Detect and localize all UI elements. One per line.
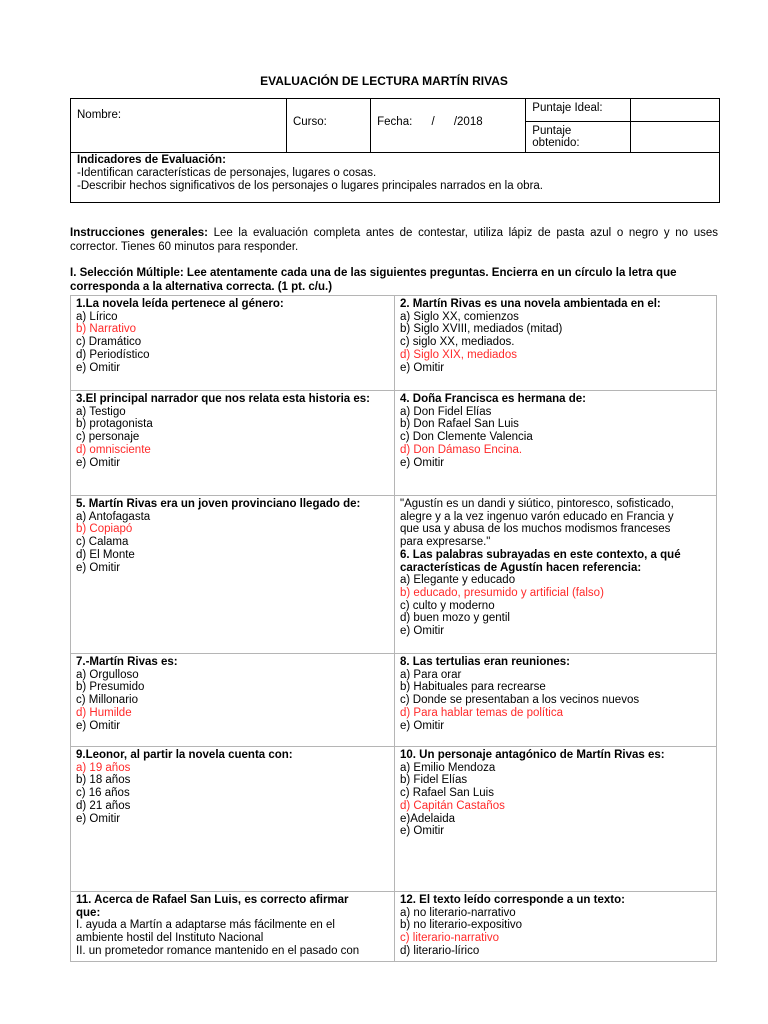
option-c[interactable]: c) Dramático [76, 336, 142, 349]
question-cell-5 [71, 496, 395, 654]
option-e[interactable]: e) Omitir [400, 625, 445, 638]
question-cell-8 [395, 654, 717, 747]
instructions-text: Lee la evaluación completa antes de contestar, utiliza lápiz de pasta azul o negro y no uses corrector. Tienes 60 minutos para responder. [70, 227, 718, 253]
option-d-correct[interactable]: d) Don Dámaso Encina. [400, 443, 523, 456]
option-b[interactable]: b) protagonista [76, 418, 153, 431]
option-b-correct[interactable]: b) Copiapó [76, 523, 133, 536]
question-cell-1 [71, 296, 395, 391]
question-text: 8. Las tertulias eran reuniones: [400, 656, 571, 668]
question-text: 4. Doña Francisca es hermana de: [400, 393, 586, 405]
question-cell-3 [71, 391, 395, 496]
statement-line: I. ayuda a Martín a adaptarse más fácilmente en el [76, 919, 335, 932]
option-d-correct[interactable]: d) Para hablar temas de política [400, 706, 564, 719]
ideal-score-field[interactable] [630, 99, 719, 122]
section-title: I. Selección Múltiple: Lee atentamente cada una de las siguientes preguntas. Encierra en un círculo la letra que corresponda a la alternativa correcta. (1 pt. c/u.) [70, 267, 677, 293]
question-text-line: que: [76, 906, 101, 919]
option-a[interactable]: a) Don Fidel Elías [400, 405, 492, 418]
context-quote-line: alegre y a la vez ingenuo varón educado en Francia y [400, 510, 674, 523]
obtained-score-label-line-1: Puntaje [532, 125, 572, 137]
option-a[interactable]: a) Orgulloso [76, 668, 139, 681]
option-a[interactable]: a) no literario-narrativo [400, 906, 516, 919]
option-d[interactable]: d) Periodístico [76, 348, 150, 361]
option-e[interactable]: e) Omitir [400, 361, 445, 374]
question-cell-7 [71, 654, 395, 747]
option-e[interactable]: e) Omitir [400, 456, 445, 469]
indicator-item: -Identifican características de personajes, lugares o cosas. [77, 167, 377, 179]
option-c[interactable]: c) siglo XX, mediados. [400, 336, 515, 349]
option-c[interactable]: c) culto y moderno [400, 599, 495, 612]
option-b-correct[interactable]: b) educado, presumido y artificial (falso) [400, 586, 604, 599]
option-a[interactable]: a) Lírico [76, 310, 118, 323]
option-a[interactable]: a) Testigo [76, 405, 126, 418]
student-info-table [70, 98, 720, 203]
option-a[interactable]: a) Siglo XX, comienzos [400, 310, 519, 323]
question-cell-12 [395, 892, 717, 962]
question-text: 5. Martín Rivas era un joven provinciano llegado de: [76, 498, 361, 510]
statement-line: II. un prometedor romance mantenido en el pasado con [76, 944, 360, 957]
obtained-score-field[interactable] [630, 122, 719, 153]
option-b[interactable]: b) no literario-expositivo [400, 919, 523, 932]
ideal-score-label: Puntaje Ideal: [526, 99, 630, 122]
statement-line: ambiente hostil del Instituto Nacional [76, 932, 264, 945]
option-a-correct[interactable]: a) 19 años [76, 761, 131, 774]
option-a[interactable]: a) Emilio Mendoza [400, 761, 496, 774]
indicators-title: Indicadores de Evaluación: [77, 154, 226, 166]
option-b[interactable]: b) Fidel Elías [400, 774, 468, 787]
question-cell-6 [395, 496, 717, 654]
question-cell-2 [395, 296, 717, 391]
option-b[interactable]: b) 18 años [76, 774, 131, 787]
question-text: 10. Un personaje antagónico de Martín Rivas es: [400, 749, 665, 761]
option-b[interactable]: b) Siglo XVIII, mediados (mitad) [400, 323, 563, 336]
option-c[interactable]: c) 16 años [76, 787, 130, 800]
obtained-score-label-line-2: obtenido: [532, 137, 580, 149]
option-e[interactable]: e) Omitir [76, 456, 121, 469]
context-quote-line: que usa y abusa de los muchos modismos franceses [400, 523, 671, 536]
question-text: 3.El principal narrador que nos relata esta historia es: [76, 393, 370, 405]
option-b-correct[interactable]: b) Narrativo [76, 323, 137, 336]
indicator-item: -Describir hechos significativos de los personajes o lugares principales narrados en la obra. [77, 180, 543, 192]
question-text-line: 6. Las palabras subrayadas en este contexto, a qué [400, 548, 681, 561]
option-d-correct[interactable]: d) Siglo XIX, mediados [400, 348, 517, 361]
option-c[interactable]: c) Donde se presentaban a los vecinos nuevos [400, 694, 640, 707]
option-e[interactable]: e)Adelaida [400, 812, 455, 825]
option-c-correct[interactable]: c) literario-narrativo [400, 932, 500, 945]
context-quote-line: "Agustín es un dandi y siútico, pintoresco, sofisticado, [400, 498, 674, 510]
option-c[interactable]: c) Calama [76, 536, 129, 549]
option-c[interactable]: c) personaje [76, 431, 140, 444]
page-title: EVALUACIÓN DE LECTURA MARTÍN RIVAS [260, 74, 508, 88]
question-cell-10 [395, 747, 717, 892]
option-e[interactable]: e) Omitir [76, 561, 121, 574]
option-e-omit[interactable]: e) Omitir [400, 825, 445, 838]
general-instructions [70, 226, 718, 254]
option-a[interactable]: a) Para orar [400, 668, 462, 681]
question-cell-9 [71, 747, 395, 892]
question-cell-4 [395, 391, 717, 496]
question-cell-11 [71, 892, 395, 962]
option-d-correct[interactable]: d) Humilde [76, 706, 132, 719]
question-text: 7.-Martín Rivas es: [76, 656, 178, 668]
option-a[interactable]: a) Elegante y educado [400, 574, 516, 587]
option-e[interactable]: e) Omitir [400, 719, 445, 732]
option-b[interactable]: b) Presumido [76, 681, 145, 694]
option-b[interactable]: b) Don Rafael San Luis [400, 418, 519, 431]
option-b[interactable]: b) Habituales para recrearse [400, 681, 546, 694]
question-text-line: 11. Acerca de Rafael San Luis, es correcto afirmar [76, 894, 349, 906]
option-d[interactable]: d) buen mozo y gentil [400, 612, 510, 625]
option-e[interactable]: e) Omitir [76, 719, 121, 732]
option-e[interactable]: e) Omitir [76, 812, 121, 825]
option-d[interactable]: d) literario-lírico [400, 944, 480, 957]
option-d[interactable]: d) 21 años [76, 799, 131, 812]
question-text: 12. El texto leído corresponde a un texto: [400, 894, 625, 906]
question-text: 2. Martín Rivas es una novela ambientada en el: [400, 298, 661, 310]
instructions-label: Instrucciones generales: [70, 227, 208, 239]
option-d-correct[interactable]: d) Capitán Castaños [400, 799, 505, 812]
questions-table [70, 295, 717, 962]
question-text: 1.La novela leída pertenece al género: [76, 298, 284, 310]
option-c[interactable]: c) Millonario [76, 694, 138, 707]
context-quote-line: para expresarse." [400, 536, 491, 549]
option-d[interactable]: d) El Monte [76, 548, 135, 561]
option-c[interactable]: c) Don Clemente Valencia [400, 431, 533, 444]
date-field[interactable]: Fecha: / /2018 [371, 99, 526, 153]
option-d-correct[interactable]: d) omnisciente [76, 443, 151, 456]
question-text: 9.Leonor, al partir la novela cuenta con: [76, 749, 293, 761]
obtained-score-label [526, 122, 630, 153]
indicators-box [71, 153, 720, 203]
course-field[interactable]: Curso: [286, 99, 370, 153]
option-e[interactable]: e) Omitir [76, 361, 121, 374]
question-text-line: características de Agustín hacen referencia: [400, 561, 642, 574]
name-field[interactable]: Nombre: [71, 99, 287, 153]
option-a[interactable]: a) Antofagasta [76, 510, 151, 523]
option-c[interactable]: c) Rafael San Luis [400, 787, 494, 800]
